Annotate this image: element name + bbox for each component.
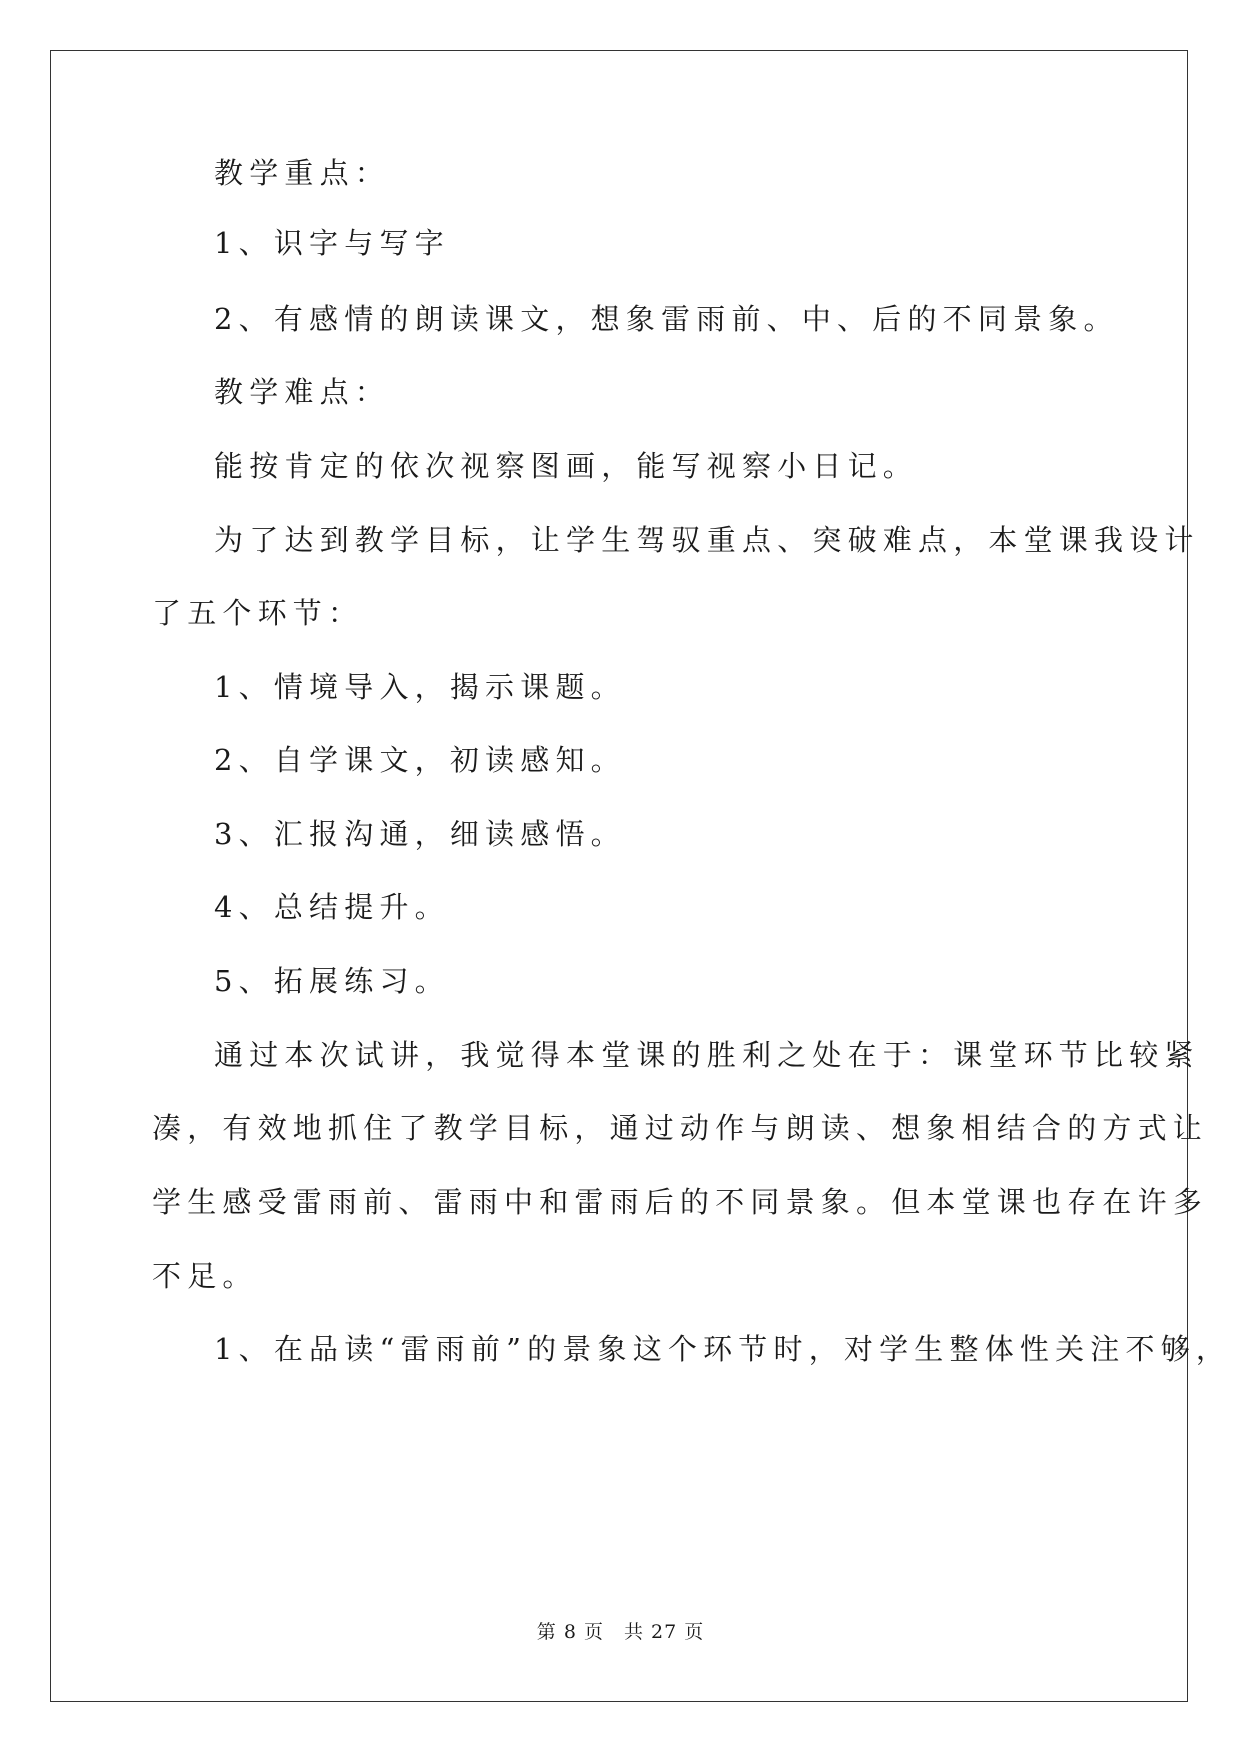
paragraph: 通过本次试讲，我觉得本堂课的胜利之处在于：课堂环节比较紧: [214, 1038, 1200, 1072]
heading-key-points: 教学重点：: [214, 156, 391, 190]
paragraph-continuation: 凑，有效地抓住了教学目标，通过动作与朗读、想象相结合的方式让: [152, 1111, 1209, 1145]
list-item: 3、汇报沟通，细读感悟。: [214, 817, 626, 851]
list-item: 1、识字与写字: [214, 226, 450, 260]
list-item: 2、有感情的朗读课文，想象雷雨前、中、后的不同景象。: [214, 302, 1119, 336]
paragraph: 为了达到教学目标，让学生驾驭重点、突破难点，本堂课我设计: [214, 523, 1200, 557]
paragraph-continuation: 了五个环节：: [152, 596, 364, 630]
paragraph-continuation: 不足。: [152, 1259, 258, 1293]
list-item: 4、总结提升。: [214, 890, 450, 924]
paragraph: 能按肯定的依次视察图画，能写视察小日记。: [214, 449, 919, 483]
list-item: 5、拓展练习。: [214, 964, 450, 998]
paragraph-continuation: 学生感受雷雨前、雷雨中和雷雨后的不同景象。但本堂课也存在许多: [152, 1185, 1209, 1219]
page-number: 第 8 页 共 27 页: [536, 1621, 705, 1643]
list-item: 1、在品读“雷雨前”的景象这个环节时，对学生整体性关注不够，: [214, 1332, 1232, 1366]
list-item: 1、情境导入，揭示课题。: [214, 670, 626, 704]
list-item: 2、自学课文，初读感知。: [214, 743, 626, 777]
page-border: [50, 50, 1188, 1702]
heading-difficulties: 教学难点：: [214, 375, 391, 409]
